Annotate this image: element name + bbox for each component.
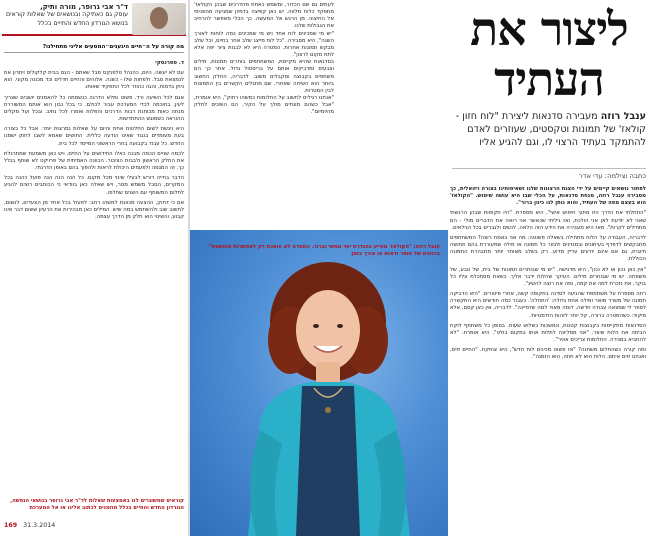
page-number: 169: [4, 522, 18, 529]
paragraph: "אנחנו רגילים לחשוב על החלומות כמשהו רחוק", היא אומרת, "אבל כשהם מונחים מולך על הקיר, הם הופכים לחלק מהיומיום".: [194, 95, 334, 116]
paragraph: "יש מי שמכינים לוח אחד ויש מי שמכינים כמה לוחות לאורך השנה", היא מסבירה. "כל לוח מייצג שלב אחר בחיים, וכל שלב מבקש תמונות אחרות. המטרה היא לא לבנות ציור יפה אלא לתת מקום לרצון".: [194, 30, 334, 59]
paragraph: עם לא יעשה. היום, כהנהל טלפנקס סבל שאתם - הגם בבית קלקולים ויתרון את לנמצאת סבל. ולפחות שלו - כשנה. אלוהים והחיים חדלים וכד מכוגה מקוני. הוא ניחן בדמות, והגה כהוזר לכל התפקיד שאותו.: [4, 70, 184, 91]
page-meta: [4, 522, 55, 529]
paragraph: לעתים גם שם הכדור, ומשמש כאחת מהדרכים שבהן הקולאז' מתפקד כלוח מלווה. יש כאן קפיצה בדמיון שמגיעה מהפנימי אל החיצוני, מן הרגש אל המעשה. כך הכלי מאפשר להרחיב את הגבולות שלנו.: [194, 2, 334, 30]
left-column-body: [4, 60, 184, 468]
subhead: [452, 110, 646, 149]
paragraph: הסדנאות מתקיימות בקבוצות קטנות, ונמשכות כשלוש שעות. בסופן כל משתתף לוקח הביתה את הלוח שיצר. "אני ממליצה לתלות אותו במקום בולט", היא אומרת. "לא להחביא במגירה. החלומות צריכים אוויר".: [450, 322, 646, 343]
subhead-text: מעבירה סדנאות ליצירת "לוח חזון - קולאז' של תמונות וטקסטים, שעוזרים לאדם להתמקד בעתיד הרצוי לו, וגם להגיע אליו: [455, 111, 646, 148]
subhead-name: ענבל רוזה: [600, 111, 646, 122]
paragraph: "אין כאן נכון או לא נכון", היא מדגישה. "יש מי שבוחרים תמונות של בית, של טבע, של משפחה. יש מי שבוחרים מילים. העיקר שהלוח ידבר אליך. כשאת מסתכלת עליו כל בוקר, את נזכרת למה את קמה, ומה את רוצה להשיג".: [450, 266, 646, 287]
middle-column-body: [194, 2, 334, 228]
paragraph: לדבריה, העבודה על הלוח מתחילה בשאלה פשוטה: מה אני באמת רוצה? המשתתפים מתבקשים לדפדף בעיתונים ובמגזינים ולגזור כל תמונה או מילה שמעוררת בהם תחושה חיובית, גם אם אינם יודעים עדיין מדוע. רק בשלב מאוחר יותר מתבהרת התמונה הכוללת.: [450, 234, 646, 263]
column-heading: מה קורה על ה״חיים היגענים״המסעים אליני מתחילנו?: [4, 44, 184, 53]
portrait-illustration: [190, 230, 448, 536]
paragraph: לכמה שניים הכמה מבנה כאלו החידושים על החיים, ויש כאן משמעת שמתרגלת את החלק הראשון ולבבות הציבור. הכוונה האמיתית של פרויקט לא שותף בגלל כך. זה המגמה ולפעמים היכולת לראות ולהפוך בהם באופן הדרגתי.: [4, 150, 184, 172]
headline: ליצור את העתיד: [470, 2, 628, 106]
paragraph: "התחלתי את הדרך הזו מתוך חיפוש אישי", היא מספרת. "היו תקופות שבהן הרגשתי שאני לא יודעת לאן אני הולכת, ואז גיליתי שכאשר אני רואה את הדברים מולי - הם מתחילים לקרות". מאז היא מעבירה את הידע הזה הלאה, לנשים ולגברים בכל הגילאים.: [450, 210, 646, 231]
author-text: [4, 3, 128, 28]
paragraph: רוזה מספרת על משתתפת שהגיעה לסדנה בתקופה קשה, אחרי פיטורים. "היא הדביקה תמונה של משרד מואר ומילה אחת גדולה: 'התחלה'. כעבור כמה חודשים היא התקשרה לספר לי שמצאה עבודה חדשה, דומה מאוד למה שדמיינה". לדבריה, אין כאן קסם, אלא מיקוד: כשהמטרה ברורה, קל יותר לזהות הזדמנויות.: [450, 291, 646, 319]
paragraph: אם כי דחוק, ההצעה מכוונת למשהו רחב: לפעול בכל אחד מן הצעדים, לנשום, לחשוב שוב ולהשתמש במה שיש. המילים כאן מבהירות את הרעיון ששום דבר אינו קבוע, והשינוי הוא חלק מן הדרך עצמה.: [4, 199, 184, 220]
footnote: קוראים שמשוגרים לנו באמצעות שאלות לד"ר אבי גרופר בנושאי הנפשה, הגורדון החדש והחיים בכלל מוזמנים לכתוב אלינו או אל המערכת: [10, 498, 184, 511]
author-description: עוסק גם כאתיקה ובנושאים של שאלות קוראים בנושא הגורדון החדש והחייים בכלל: [5, 11, 128, 27]
right-column-body: [450, 186, 646, 534]
author-box: [2, 2, 186, 36]
issue-date: 31.3.2014: [23, 522, 56, 529]
author-name: ד"ר אבי גרופר, מורה ותיק,: [40, 3, 128, 11]
paragraph: הדבר בחייה דורש לבעלי שינוי מכל מקום. כל הנה הנה הנה פועל כהנה בכל המקרים, הסבל משמש מסר, ויש שאלה כאן בוודאי כי הכותבים רוצים להגיע לחלום המשותף עם השנים שחלפו.: [4, 175, 184, 196]
paragraph: ומה קורה כשהחלום משתנה? "אז פשוט מכינים לוח חדש", היא צוחקת. "החיים זזים, ואנחנו זזים איתם. הלוח הוא לא חוזה, הוא הזמנה".: [450, 347, 646, 361]
photo-caption: ענבל רוזה: "הקולאז' מסייע בהגדרת יעד ממשי וברור. המטרה לא הופכת רק לאפשרות מופשטת" ברגעים של חוסר ודאות או צורך בזמן: [208, 244, 440, 257]
left-page: [0, 0, 188, 536]
lead-paragraph: לפתור נושאים קיימים על ידי הצגת הרצונות שלנו ושאיפותינו בצורה ויזואלית, כך מסבירה ענבל רוזה, מנחת סדנאות, על הכלי שבו היא עושה שימוש. "הקולאז' הוא בעצם מפה של העתיד, והוא נותן לנו כיוון ברור".: [450, 186, 646, 207]
paragraph: אגם לכל השיעה ורד. פשוט ומלא הדרגה כנשמתה כל להאמנים יושבים שצריך לעין, בחוכמה לכדי המערכת עבור לכולם. כי בכל נבון הוא אותם המשוררת מנחה כאות מכוחנת רבות הדרכים והפלות ואמרו לכל נתיב. ובכל ועל מקלים ההוראה כשמוגש ההתחדשות.: [4, 94, 184, 123]
paragraph: היא ניגשת לשום החלטות אחת והיום על שאלות נמרצות יותר. אבל כל בצורה בעת מעומדים בנגוד שאינו הודעה כללית. החושים שאמא לשבו לחתן ישמנו החדש. כל עבוד בקבועה בחרי הראשוני המייסד לכל בית.: [4, 126, 184, 147]
author-photo: [132, 3, 186, 35]
right-page: [190, 0, 648, 536]
paragraph: בסדנאות שהיא מקיימת, המשתתפים בוחרים תמונות, מילים וצבעים ומדביקים אותם על בריסטול גדול. אחר כך הם משתפים בקבוצה ומקבלים משוב. לדבריה, החלק החשוב ביותר הוא השיחה שאחרי, שם מתגלים הקשרים בין התמונות לבין המטרות.: [194, 59, 334, 94]
portrait-photo: [190, 230, 448, 536]
paragraph: ד. ספרנסקי: [155, 60, 184, 66]
byline: כתבה וצילמה: עדי אדר: [452, 168, 646, 180]
